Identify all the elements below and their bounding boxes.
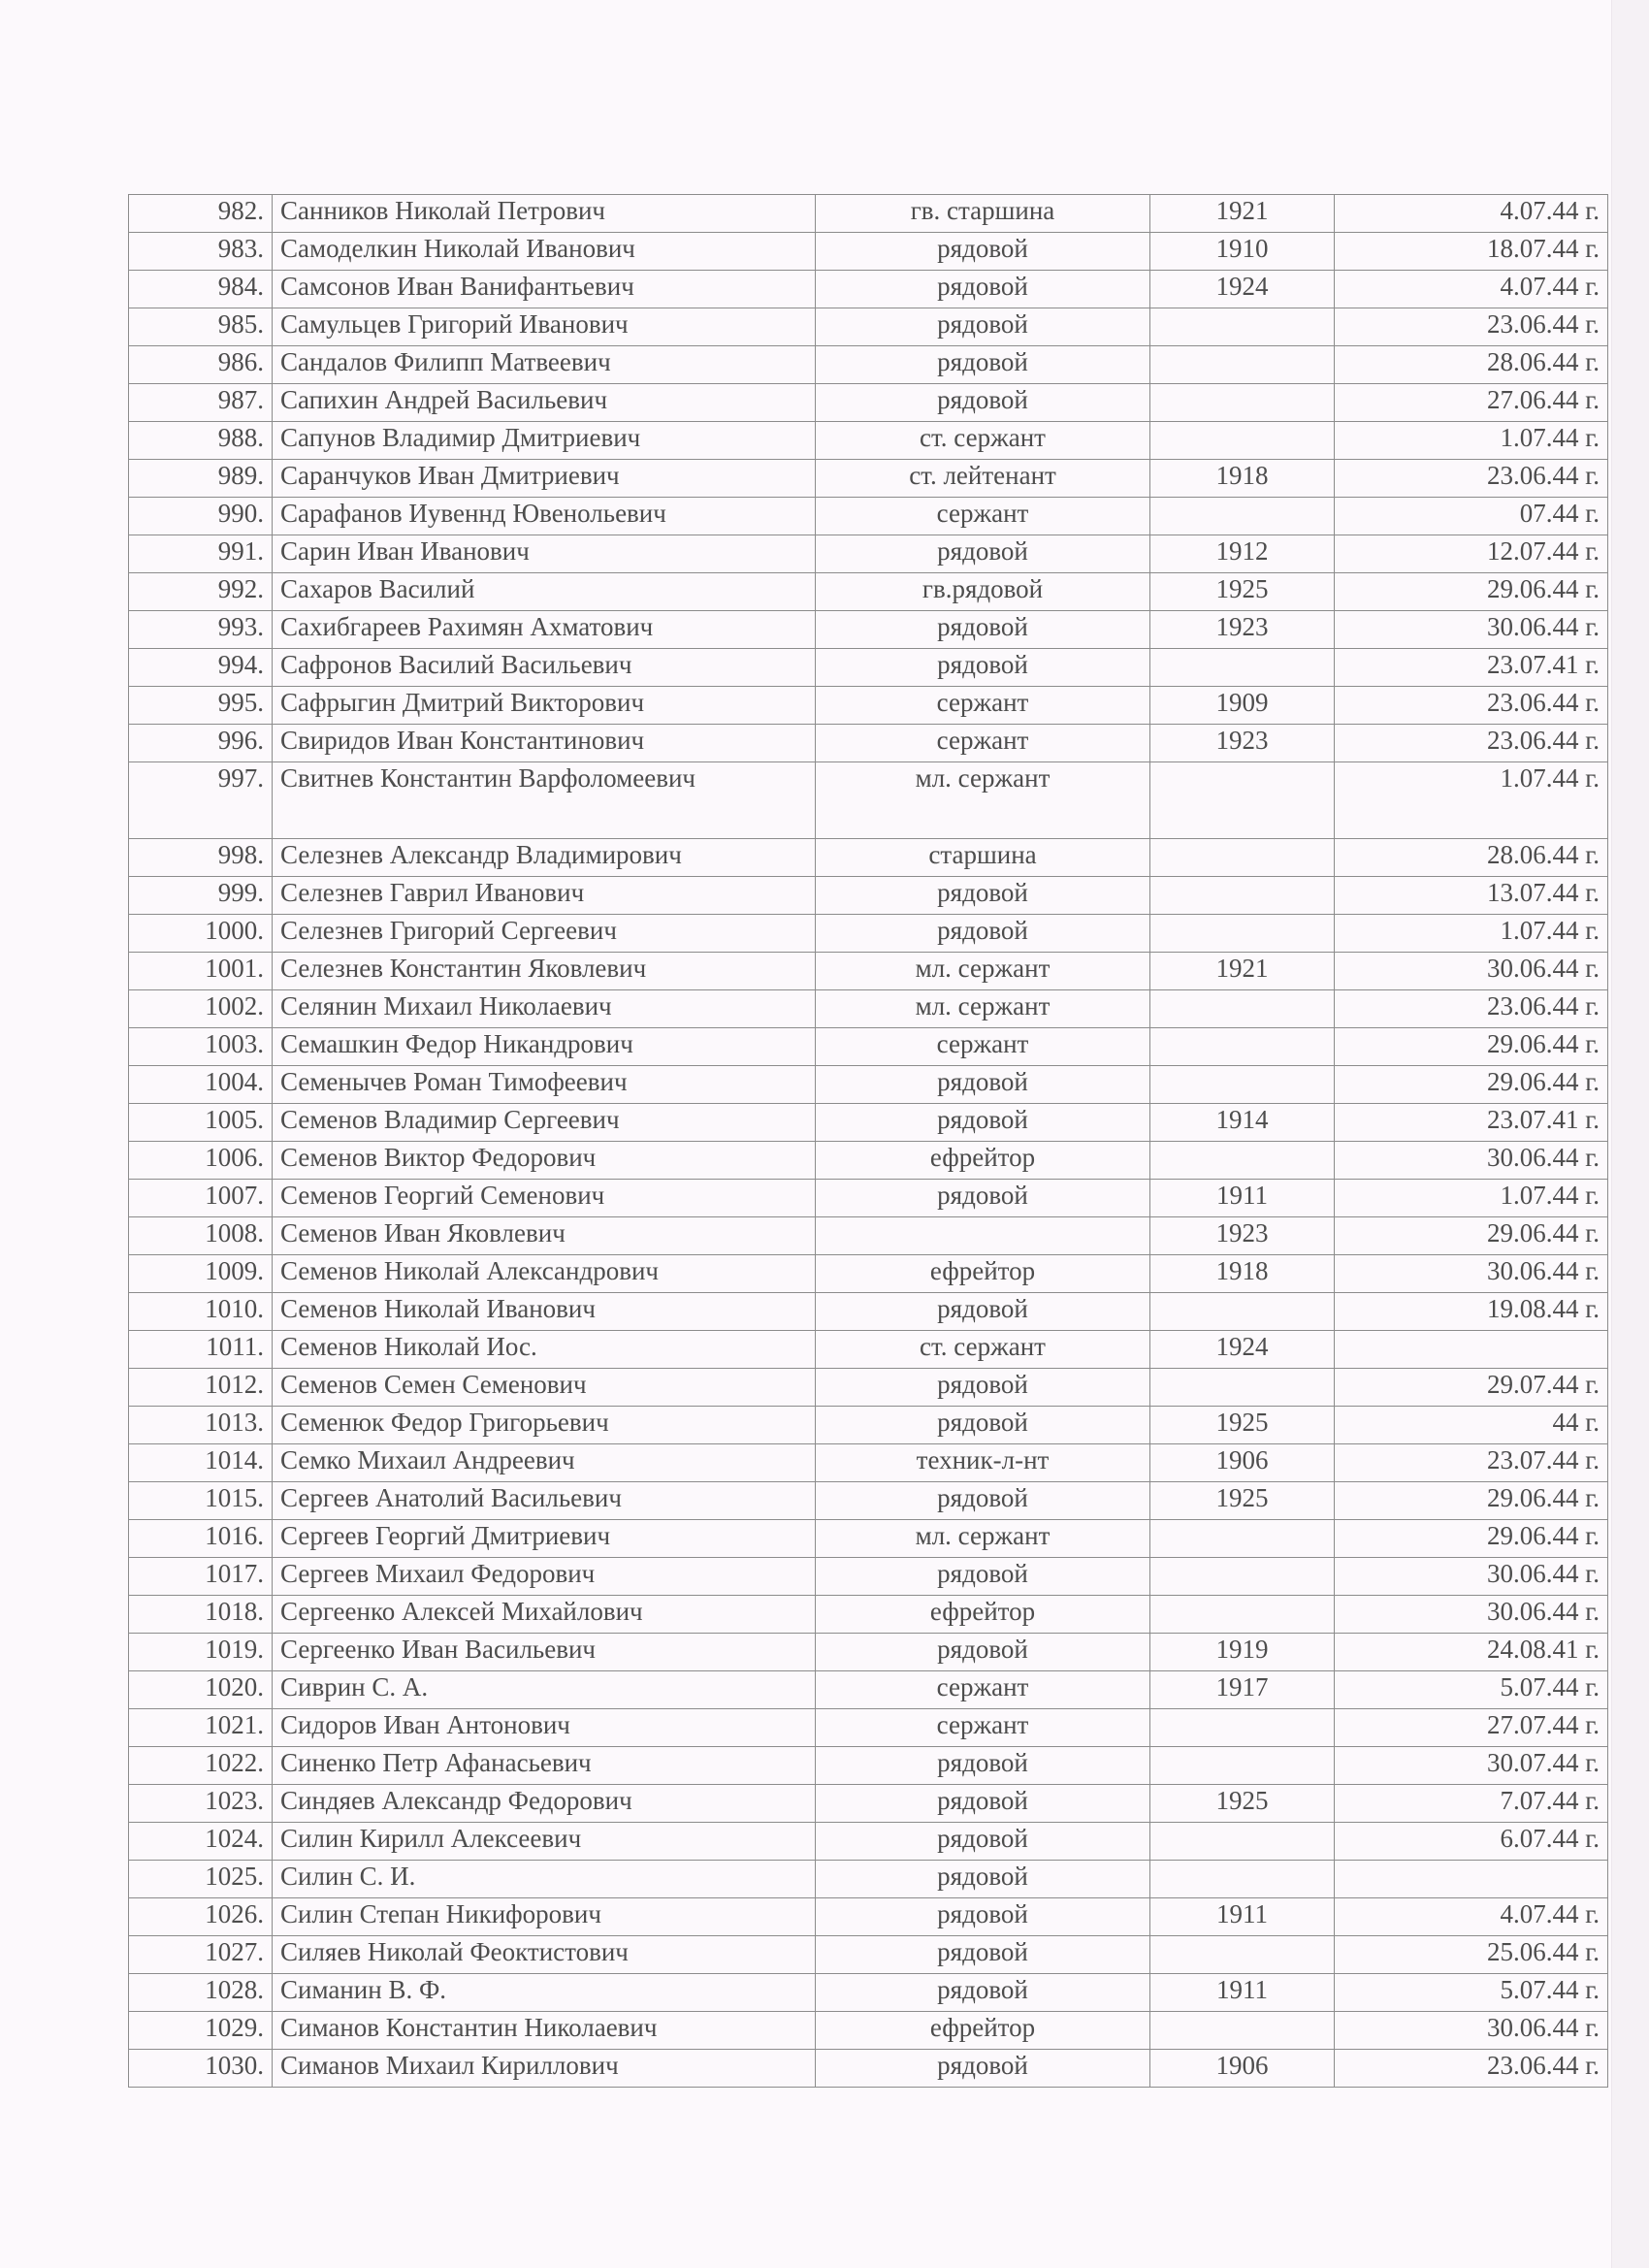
soldier-name-cell: Семенюк Федор Григорьевич [273, 1407, 816, 1444]
soldier-name-cell: Силин Степан Никифорович [273, 1898, 816, 1936]
soldier-name-cell: Санников Николай Петрович [273, 195, 816, 233]
table-row [129, 573, 1608, 611]
military-rank-cell: рядовой [816, 2050, 1150, 2088]
military-rank-cell: рядовой [816, 649, 1150, 687]
military-rank-cell: рядовой [816, 1861, 1150, 1898]
birth-year-cell [1150, 1028, 1335, 1066]
birth-year-cell [1150, 649, 1335, 687]
birth-year-cell: 1909 [1150, 687, 1335, 725]
table-row [129, 1407, 1608, 1444]
soldier-name-cell: Сарин Иван Иванович [273, 535, 816, 573]
military-rank-cell: рядовой [816, 1936, 1150, 1974]
table-row [129, 1142, 1608, 1180]
soldier-name-cell: Семко Михаил Андреевич [273, 1444, 816, 1482]
row-number-cell: 993. [129, 611, 273, 649]
military-rank-cell: рядовой [816, 1823, 1150, 1861]
death-date-cell: 30.06.44 г. [1335, 953, 1608, 990]
military-rank-cell: сержант [816, 687, 1150, 725]
table-row [129, 1217, 1608, 1255]
birth-year-cell: 1925 [1150, 573, 1335, 611]
table-row [129, 687, 1608, 725]
row-number-cell: 1021. [129, 1709, 273, 1747]
birth-year-cell: 1906 [1150, 1444, 1335, 1482]
death-date-cell: 5.07.44 г. [1335, 1974, 1608, 2012]
soldier-name-cell: Семенов Георгий Семенович [273, 1180, 816, 1217]
military-rank-cell: рядовой [816, 611, 1150, 649]
table-row [129, 1293, 1608, 1331]
military-rank-cell: гв. старшина [816, 195, 1150, 233]
table-row [129, 1671, 1608, 1709]
table-row [129, 2050, 1608, 2088]
soldier-name-cell: Семенов Владимир Сергеевич [273, 1104, 816, 1142]
soldier-name-cell: Семенов Виктор Федорович [273, 1142, 816, 1180]
soldier-name-cell: Селезнев Александр Владимирович [273, 839, 816, 877]
row-number-cell: 1022. [129, 1747, 273, 1785]
table-row [129, 1974, 1608, 2012]
row-number-cell: 987. [129, 384, 273, 422]
soldier-name-cell: Свитнев Константин Варфоломеевич [273, 762, 816, 839]
death-date-cell: 13.07.44 г. [1335, 877, 1608, 915]
soldier-name-cell: Селезнев Гаврил Иванович [273, 877, 816, 915]
soldier-name-cell: Самсонов Иван Ванифантьевич [273, 271, 816, 308]
death-date-cell: 23.07.41 г. [1335, 649, 1608, 687]
soldier-name-cell: Сидоров Иван Антонович [273, 1709, 816, 1747]
birth-year-cell: 1906 [1150, 2050, 1335, 2088]
table-row [129, 1331, 1608, 1369]
soldier-name-cell: Селянин Михаил Николаевич [273, 990, 816, 1028]
soldier-name-cell: Селезнев Константин Яковлевич [273, 953, 816, 990]
death-date-cell: 30.06.44 г. [1335, 611, 1608, 649]
birth-year-cell [1150, 915, 1335, 953]
soldier-name-cell: Саранчуков Иван Дмитриевич [273, 460, 816, 498]
birth-year-cell [1150, 1709, 1335, 1747]
death-date-cell: 23.06.44 г. [1335, 460, 1608, 498]
birth-year-cell: 1924 [1150, 1331, 1335, 1369]
death-date-cell: 23.07.44 г. [1335, 1444, 1608, 1482]
military-rank-cell: ст. сержант [816, 1331, 1150, 1369]
row-number-cell: 996. [129, 725, 273, 762]
row-number-cell: 1000. [129, 915, 273, 953]
birth-year-cell [1150, 1936, 1335, 1974]
military-rank-cell: рядовой [816, 1634, 1150, 1671]
military-rank-cell: рядовой [816, 308, 1150, 346]
table-row [129, 1482, 1608, 1520]
page-edge [1611, 0, 1649, 2268]
death-date-cell: 1.07.44 г. [1335, 915, 1608, 953]
death-date-cell: 1.07.44 г. [1335, 1180, 1608, 1217]
death-date-cell: 29.07.44 г. [1335, 1369, 1608, 1407]
row-number-cell: 1010. [129, 1293, 273, 1331]
death-date-cell: 30.06.44 г. [1335, 1596, 1608, 1634]
death-date-cell: 4.07.44 г. [1335, 1898, 1608, 1936]
row-number-cell: 994. [129, 649, 273, 687]
row-number-cell: 1023. [129, 1785, 273, 1823]
military-rank-cell: мл. сержант [816, 762, 1150, 839]
military-rank-cell: рядовой [816, 271, 1150, 308]
military-rank-cell: ефрейтор [816, 1596, 1150, 1634]
soldier-name-cell: Сахибгареев Рахимян Ахматович [273, 611, 816, 649]
table-row [129, 308, 1608, 346]
row-number-cell: 1017. [129, 1558, 273, 1596]
row-number-cell: 988. [129, 422, 273, 460]
soldier-name-cell: Сапунов Владимир Дмитриевич [273, 422, 816, 460]
row-number-cell: 1019. [129, 1634, 273, 1671]
row-number-cell: 999. [129, 877, 273, 915]
soldier-name-cell: Семенов Семен Семенович [273, 1369, 816, 1407]
death-date-cell: 29.06.44 г. [1335, 1066, 1608, 1104]
birth-year-cell: 1914 [1150, 1104, 1335, 1142]
soldier-name-cell: Сапихин Андрей Васильевич [273, 384, 816, 422]
soldier-name-cell: Сергеев Михаил Федорович [273, 1558, 816, 1596]
row-number-cell: 1011. [129, 1331, 273, 1369]
military-rank-cell: рядовой [816, 1898, 1150, 1936]
table-row [129, 877, 1608, 915]
death-date-cell: 23.06.44 г. [1335, 687, 1608, 725]
death-date-cell: 12.07.44 г. [1335, 535, 1608, 573]
row-number-cell: 1016. [129, 1520, 273, 1558]
birth-year-cell: 1917 [1150, 1671, 1335, 1709]
table-row [129, 422, 1608, 460]
row-number-cell: 1013. [129, 1407, 273, 1444]
military-rank-cell: сержант [816, 725, 1150, 762]
birth-year-cell: 1910 [1150, 233, 1335, 271]
table-row [129, 1747, 1608, 1785]
soldier-name-cell: Семашкин Федор Никандрович [273, 1028, 816, 1066]
table-row [129, 915, 1608, 953]
birth-year-cell [1150, 1520, 1335, 1558]
birth-year-cell [1150, 1293, 1335, 1331]
birth-year-cell: 1919 [1150, 1634, 1335, 1671]
birth-year-cell: 1923 [1150, 611, 1335, 649]
row-number-cell: 1027. [129, 1936, 273, 1974]
soldier-name-cell: Симанов Михаил Кириллович [273, 2050, 816, 2088]
soldier-name-cell: Силин Кирилл Алексеевич [273, 1823, 816, 1861]
death-date-cell: 27.07.44 г. [1335, 1709, 1608, 1747]
military-rank-cell: рядовой [816, 1407, 1150, 1444]
death-date-cell [1335, 1861, 1608, 1898]
table-row [129, 1823, 1608, 1861]
death-date-cell: 29.06.44 г. [1335, 573, 1608, 611]
death-date-cell: 5.07.44 г. [1335, 1671, 1608, 1709]
row-number-cell: 983. [129, 233, 273, 271]
row-number-cell: 1014. [129, 1444, 273, 1482]
soldier-name-cell: Сарафанов Иувеннд Ювенольевич [273, 498, 816, 535]
row-number-cell: 1005. [129, 1104, 273, 1142]
death-date-cell: 30.06.44 г. [1335, 1255, 1608, 1293]
table-row [129, 460, 1608, 498]
row-number-cell: 1006. [129, 1142, 273, 1180]
military-rank-cell: рядовой [816, 1747, 1150, 1785]
birth-year-cell [1150, 2012, 1335, 2050]
birth-year-cell: 1925 [1150, 1407, 1335, 1444]
death-date-cell: 23.06.44 г. [1335, 308, 1608, 346]
table-row [129, 1558, 1608, 1596]
birth-year-cell [1150, 422, 1335, 460]
military-rank-cell: мл. сержант [816, 953, 1150, 990]
row-number-cell: 1030. [129, 2050, 273, 2088]
death-date-cell: 27.06.44 г. [1335, 384, 1608, 422]
birth-year-cell [1150, 990, 1335, 1028]
military-rank-cell: сержант [816, 1028, 1150, 1066]
military-rank-cell: рядовой [816, 1293, 1150, 1331]
soldier-name-cell: Синдяев Александр Федорович [273, 1785, 816, 1823]
military-rank-cell: сержант [816, 498, 1150, 535]
death-date-cell: 29.06.44 г. [1335, 1520, 1608, 1558]
death-date-cell: 30.06.44 г. [1335, 1558, 1608, 1596]
birth-year-cell [1150, 384, 1335, 422]
soldier-name-cell: Сандалов Филипп Матвеевич [273, 346, 816, 384]
table-row [129, 1785, 1608, 1823]
soldier-name-cell: Селезнев Григорий Сергеевич [273, 915, 816, 953]
table-row [129, 839, 1608, 877]
death-date-cell: 4.07.44 г. [1335, 195, 1608, 233]
military-rank-cell: рядовой [816, 1369, 1150, 1407]
birth-year-cell [1150, 346, 1335, 384]
birth-year-cell [1150, 762, 1335, 839]
row-number-cell: 1024. [129, 1823, 273, 1861]
death-date-cell: 4.07.44 г. [1335, 271, 1608, 308]
row-number-cell: 982. [129, 195, 273, 233]
soldier-name-cell: Синенко Петр Афанасьевич [273, 1747, 816, 1785]
table-row [129, 1028, 1608, 1066]
military-rank-cell: ст. сержант [816, 422, 1150, 460]
row-number-cell: 984. [129, 271, 273, 308]
soldier-name-cell: Семенычев Роман Тимофеевич [273, 1066, 816, 1104]
death-date-cell: 44 г. [1335, 1407, 1608, 1444]
birth-year-cell [1150, 1066, 1335, 1104]
military-rank-cell [816, 1217, 1150, 1255]
military-rank-cell: рядовой [816, 535, 1150, 573]
table-row [129, 195, 1608, 233]
birth-year-cell [1150, 1142, 1335, 1180]
birth-year-cell [1150, 1558, 1335, 1596]
table-row [129, 649, 1608, 687]
death-date-cell: 30.07.44 г. [1335, 1747, 1608, 1785]
military-rank-cell: техник-л-нт [816, 1444, 1150, 1482]
soldier-name-cell: Свиридов Иван Константинович [273, 725, 816, 762]
table-row [129, 233, 1608, 271]
table-row [129, 1634, 1608, 1671]
row-number-cell: 985. [129, 308, 273, 346]
soldier-name-cell: Сафрыгин Дмитрий Викторович [273, 687, 816, 725]
death-date-cell: 23.06.44 г. [1335, 725, 1608, 762]
row-number-cell: 1029. [129, 2012, 273, 2050]
table-row [129, 1104, 1608, 1142]
birth-year-cell [1150, 1823, 1335, 1861]
row-number-cell: 992. [129, 573, 273, 611]
row-number-cell: 1028. [129, 1974, 273, 2012]
death-date-cell: 1.07.44 г. [1335, 422, 1608, 460]
row-number-cell: 991. [129, 535, 273, 573]
soldier-name-cell: Семенов Николай Иос. [273, 1331, 816, 1369]
birth-year-cell: 1925 [1150, 1482, 1335, 1520]
row-number-cell: 1004. [129, 1066, 273, 1104]
table-row [129, 384, 1608, 422]
birth-year-cell: 1918 [1150, 460, 1335, 498]
birth-year-cell: 1918 [1150, 1255, 1335, 1293]
table-row [129, 1180, 1608, 1217]
soldier-name-cell: Сафронов Василий Васильевич [273, 649, 816, 687]
row-number-cell: 997. [129, 762, 273, 839]
roster-table-body [129, 195, 1608, 2088]
row-number-cell: 1015. [129, 1482, 273, 1520]
soldier-name-cell: Сиврин С. А. [273, 1671, 816, 1709]
table-row [129, 1369, 1608, 1407]
birth-year-cell: 1911 [1150, 1974, 1335, 2012]
birth-year-cell [1150, 308, 1335, 346]
military-rank-cell: сержант [816, 1671, 1150, 1709]
row-number-cell: 1008. [129, 1217, 273, 1255]
row-number-cell: 986. [129, 346, 273, 384]
birth-year-cell: 1924 [1150, 271, 1335, 308]
birth-year-cell: 1921 [1150, 953, 1335, 990]
row-number-cell: 1025. [129, 1861, 273, 1898]
military-rank-cell: ст. лейтенант [816, 460, 1150, 498]
table-row [129, 611, 1608, 649]
military-rank-cell: ефрейтор [816, 1255, 1150, 1293]
military-rank-cell: рядовой [816, 1104, 1150, 1142]
military-rank-cell: ефрейтор [816, 1142, 1150, 1180]
table-row [129, 762, 1608, 839]
birth-year-cell: 1925 [1150, 1785, 1335, 1823]
soldier-name-cell: Самульцев Григорий Иванович [273, 308, 816, 346]
table-row [129, 1596, 1608, 1634]
military-rank-cell: ефрейтор [816, 2012, 1150, 2050]
military-rank-cell: рядовой [816, 1066, 1150, 1104]
row-number-cell: 1020. [129, 1671, 273, 1709]
table-row [129, 725, 1608, 762]
table-row [129, 1709, 1608, 1747]
table-row [129, 1861, 1608, 1898]
soldier-name-cell: Силяев Николай Феоктистович [273, 1936, 816, 1974]
row-number-cell: 990. [129, 498, 273, 535]
death-date-cell: 30.06.44 г. [1335, 2012, 1608, 2050]
military-rank-cell: рядовой [816, 1974, 1150, 2012]
military-rank-cell: рядовой [816, 1180, 1150, 1217]
military-rank-cell: гв.рядовой [816, 573, 1150, 611]
birth-year-cell [1150, 877, 1335, 915]
death-date-cell: 30.06.44 г. [1335, 1142, 1608, 1180]
birth-year-cell [1150, 498, 1335, 535]
soldier-name-cell: Семенов Николай Иванович [273, 1293, 816, 1331]
soldier-name-cell: Силин С. И. [273, 1861, 816, 1898]
table-row [129, 271, 1608, 308]
birth-year-cell: 1923 [1150, 1217, 1335, 1255]
soldier-name-cell: Семенов Николай Александрович [273, 1255, 816, 1293]
birth-year-cell [1150, 1369, 1335, 1407]
birth-year-cell: 1911 [1150, 1898, 1335, 1936]
military-rank-cell: рядовой [816, 877, 1150, 915]
birth-year-cell: 1921 [1150, 195, 1335, 233]
row-number-cell: 989. [129, 460, 273, 498]
military-rank-cell: рядовой [816, 346, 1150, 384]
military-rank-cell: рядовой [816, 1482, 1150, 1520]
table-row [129, 2012, 1608, 2050]
death-date-cell: 28.06.44 г. [1335, 839, 1608, 877]
table-row [129, 535, 1608, 573]
soldier-name-cell: Симанин В. Ф. [273, 1974, 816, 2012]
row-number-cell: 995. [129, 687, 273, 725]
death-date-cell: 29.06.44 г. [1335, 1217, 1608, 1255]
death-date-cell: 23.06.44 г. [1335, 2050, 1608, 2088]
table-row [129, 1444, 1608, 1482]
row-number-cell: 1003. [129, 1028, 273, 1066]
birth-year-cell [1150, 1596, 1335, 1634]
death-date-cell: 23.06.44 г. [1335, 990, 1608, 1028]
death-date-cell: 19.08.44 г. [1335, 1293, 1608, 1331]
table-row [129, 1898, 1608, 1936]
row-number-cell: 1002. [129, 990, 273, 1028]
death-date-cell: 25.06.44 г. [1335, 1936, 1608, 1974]
military-rank-cell: рядовой [816, 1785, 1150, 1823]
soldier-name-cell: Симанов Константин Николаевич [273, 2012, 816, 2050]
table-row [129, 990, 1608, 1028]
death-date-cell: 29.06.44 г. [1335, 1028, 1608, 1066]
soldier-name-cell: Сергеенко Иван Васильевич [273, 1634, 816, 1671]
row-number-cell: 1009. [129, 1255, 273, 1293]
table-row [129, 498, 1608, 535]
birth-year-cell: 1911 [1150, 1180, 1335, 1217]
table-row [129, 346, 1608, 384]
death-date-cell: 07.44 г. [1335, 498, 1608, 535]
table-row [129, 1066, 1608, 1104]
birth-year-cell: 1923 [1150, 725, 1335, 762]
birth-year-cell [1150, 1861, 1335, 1898]
soldier-name-cell: Сергеенко Алексей Михайлович [273, 1596, 816, 1634]
death-date-cell: 24.08.41 г. [1335, 1634, 1608, 1671]
soldier-name-cell: Сергеев Анатолий Васильевич [273, 1482, 816, 1520]
death-date-cell: 6.07.44 г. [1335, 1823, 1608, 1861]
military-rank-cell: рядовой [816, 1558, 1150, 1596]
row-number-cell: 1026. [129, 1898, 273, 1936]
birth-year-cell [1150, 839, 1335, 877]
military-rank-cell: рядовой [816, 915, 1150, 953]
death-date-cell: 23.07.41 г. [1335, 1104, 1608, 1142]
death-date-cell: 7.07.44 г. [1335, 1785, 1608, 1823]
soldier-name-cell: Самоделкин Николай Иванович [273, 233, 816, 271]
soldier-name-cell: Сергеев Георгий Дмитриевич [273, 1520, 816, 1558]
death-date-cell [1335, 1331, 1608, 1369]
row-number-cell: 1018. [129, 1596, 273, 1634]
death-date-cell: 28.06.44 г. [1335, 346, 1608, 384]
military-rank-cell: мл. сержант [816, 990, 1150, 1028]
birth-year-cell [1150, 1747, 1335, 1785]
military-rank-cell: рядовой [816, 233, 1150, 271]
table-row [129, 1520, 1608, 1558]
soldier-name-cell: Сахаров Василий [273, 573, 816, 611]
death-date-cell: 29.06.44 г. [1335, 1482, 1608, 1520]
military-rank-cell: сержант [816, 1709, 1150, 1747]
row-number-cell: 998. [129, 839, 273, 877]
table-row [129, 1255, 1608, 1293]
military-rank-cell: мл. сержант [816, 1520, 1150, 1558]
death-date-cell: 18.07.44 г. [1335, 233, 1608, 271]
row-number-cell: 1012. [129, 1369, 273, 1407]
roster-table [128, 194, 1608, 2088]
table-row [129, 953, 1608, 990]
death-date-cell: 1.07.44 г. [1335, 762, 1608, 839]
table-row [129, 1936, 1608, 1974]
military-rank-cell: рядовой [816, 384, 1150, 422]
birth-year-cell: 1912 [1150, 535, 1335, 573]
military-rank-cell: старшина [816, 839, 1150, 877]
row-number-cell: 1007. [129, 1180, 273, 1217]
row-number-cell: 1001. [129, 953, 273, 990]
soldier-name-cell: Семенов Иван Яковлевич [273, 1217, 816, 1255]
